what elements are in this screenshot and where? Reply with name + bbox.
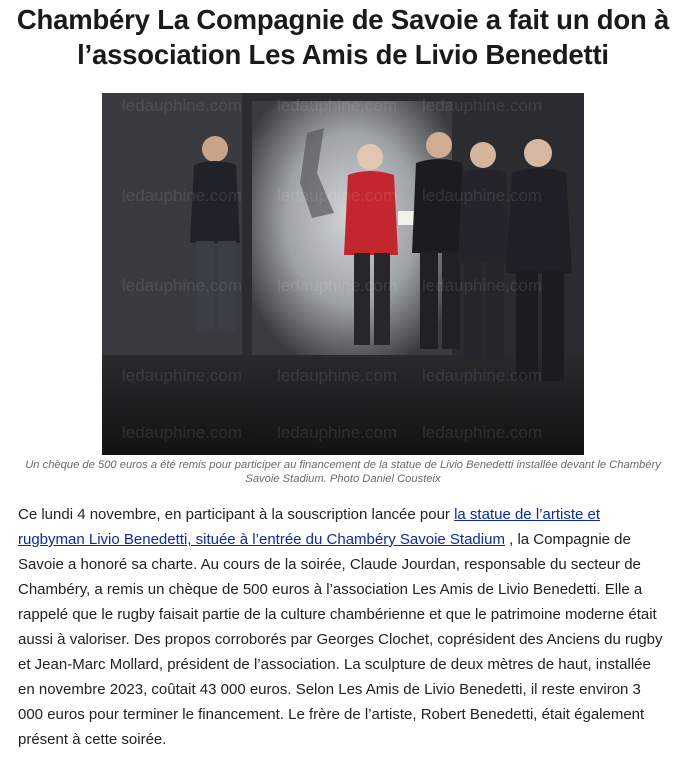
svg-text:ledauphine.com: ledauphine.com — [277, 276, 398, 295]
svg-text:ledauphine.com: ledauphine.com — [422, 96, 543, 115]
article-headline: Chambéry La Compagnie de Savoie a fait un don à l’association Les Amis de Livio Benedetti — [16, 4, 670, 70]
photo-of-people-with-cheque-icon — [102, 93, 584, 455]
svg-text:ledauphine.com: ledauphine.com — [422, 186, 543, 205]
article-body — [18, 502, 670, 752]
svg-text:ledauphine.com: ledauphine.com — [277, 96, 398, 115]
svg-text:ledauphine.com: ledauphine.com — [122, 186, 243, 205]
svg-text:ledauphine.com: ledauphine.com — [122, 96, 243, 115]
svg-text:ledauphine.com: ledauphine.com — [277, 186, 398, 205]
statue-article-link[interactable]: la statue de l’artiste et rugbyman Livio Benedetti, située à l’entrée du Chambéry Savoie Stadium — [18, 506, 601, 548]
svg-text:ledauphine.com: ledauphine.com — [122, 276, 243, 295]
svg-text:ledauphine.com: ledauphine.com — [422, 276, 543, 295]
svg-text:ledauphine.com: ledauphine.com — [122, 366, 243, 385]
article-intro: Ce lundi 4 novembre, en participant à la souscription lancée pour — [18, 506, 455, 523]
svg-text:ledauphine.com: ledauphine.com — [277, 423, 398, 442]
svg-text:ledauphine.com: ledauphine.com — [422, 423, 543, 442]
svg-text:ledauphine.com: ledauphine.com — [277, 366, 398, 385]
svg-text:ledauphine.com: ledauphine.com — [122, 423, 243, 442]
svg-text:ledauphine.com: ledauphine.com — [422, 366, 543, 385]
article-photo[interactable] — [102, 93, 584, 455]
photo-caption: Un chèque de 500 euros a été remis pour participer au financement de la statue de Livio Benedetti installée devant le Chambéry Savoie Stadium. Photo Daniel Cousteix — [25, 459, 661, 485]
article-body-text: , la Compagnie de Savoie a honoré sa charte. Au cours de la soirée, Claude Jourdan, responsable du secteur de Chambéry, a remis un chèque de 500 euros à l’association Les Amis de Livio Benedetti. Elle a rappelé que le rugby faisait partie de la culture chambérienne et que le patrimoine moderne était aussi à valoriser. Des propos corroborés par Georges Clochet, coprésident des Anciens du rugby et Jean-Marc Mollard, président de l’association. La sculpture de deux mètres de haut, installée en novembre 2023, coûtait 43 000 euros. Selon Les Amis de Livio Benedetti, il reste environ 3 000 euros pour terminer le financement. Le frère de l’artiste, Robert Benedetti, était également présent à cette soirée. — [18, 531, 663, 748]
